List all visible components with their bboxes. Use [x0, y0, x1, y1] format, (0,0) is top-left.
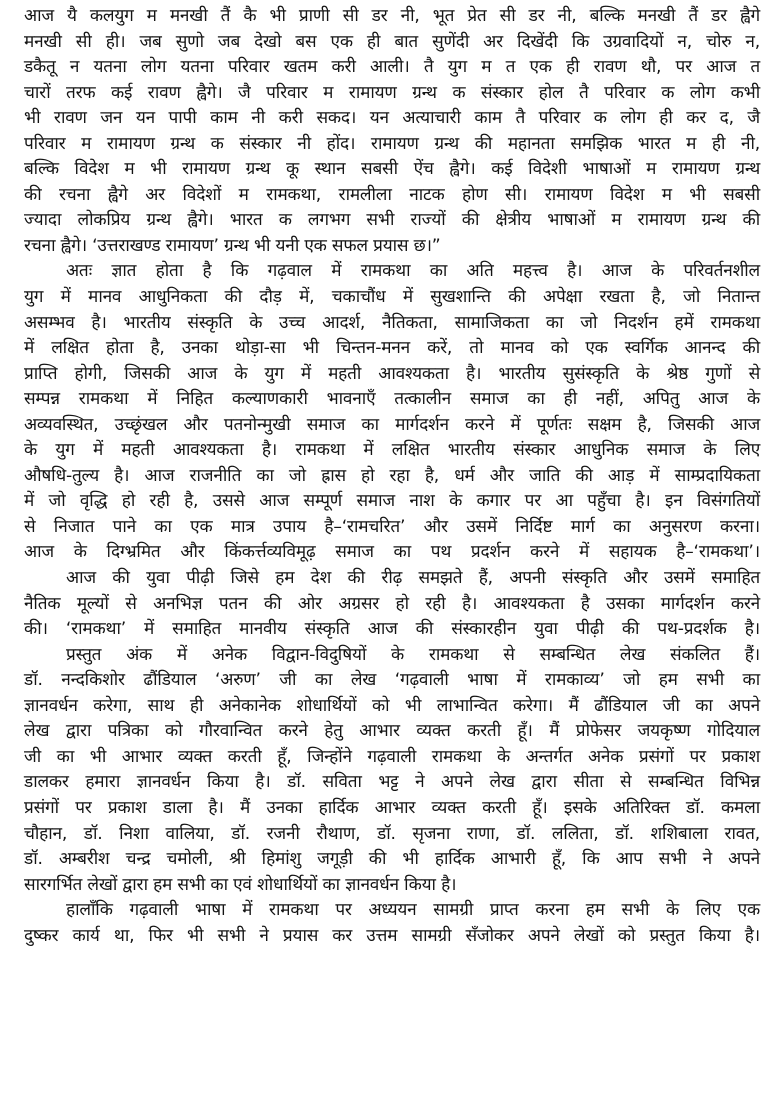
text-line: सम्पन्न रामकथा में निहित कल्याणकारी भावनाएँ तत्कालीन समाज का ही नहीं, अपितु आज के — [24, 389, 760, 410]
text-line: डॉ. नन्दकिशोर ढौंडियाल ‘अरुण’ जी का लेख ‘गढ़वाली भाषा में रामकाव्य’ जो हम सभी का — [24, 670, 760, 691]
text-line: की रचना ह्वैगे अर विदेशों म रामकथा, रामलीला नाटक होण सी। रामायण विदेश म भी सबसी — [24, 184, 760, 205]
paragraph-closing — [24, 898, 760, 949]
text-line: आज के दिग्भ्रमित और किंकर्त्तव्यविमूढ़ समाज का पथ प्रदर्शन करने में सहायक है–‘रामकथा’। — [24, 542, 760, 563]
paragraph-youth-generation — [24, 566, 760, 643]
paragraph-quote-continuation — [24, 4, 760, 259]
text-line: अव्यवस्थित, उच्छृंखल और पतनोन्मुखी समाज का मार्गदर्शन करने में पूर्णतः सक्षम है, जिसकी आज — [24, 414, 760, 435]
paragraph-ramkatha-importance — [24, 259, 760, 566]
text-line: सारगर्भित लेखों द्वारा हम सभी का एवं शोधार्थियों का ज्ञानवर्धन किया है। — [24, 874, 457, 895]
text-line: में लक्षित होता है, उनका थोड़ा-सा भी चिन्तन-मनन करें, तो मानव को एक स्वर्गिक आनन्द की — [24, 338, 760, 359]
text-line: डॉ. अम्बरीश चन्द्र चमोली, श्री हिमांशु जगूड़ी की भी हार्दिक आभारी हूँ, कि आप सभी ने अपने — [24, 849, 760, 870]
text-line: लेख द्वारा पत्रिका को गौरवान्वित करने हेतु आभार व्यक्त करती हूँ। मैं प्रोफेसर जयकृष्ण गोदियाल — [24, 721, 760, 742]
text-line: मनखी सी ही। जब सुणो जब देखो बस एक ही बात सुणेंदी अर दिखेंदी कि उग्रवादियों न, चोरु न, — [24, 31, 760, 52]
text-line: प्रस्तुत अंक में अनेक विद्वान-विदुषियों के रामकथा से सम्बन्धित लेख संकलित हैं। — [66, 644, 760, 665]
text-line: ज्यादा लोकप्रिय ग्रन्थ ह्वैगे। भारत क लगभग सभी राज्यों की क्षेत्रीय भाषाओं म रामायण ग्रन्थ की — [24, 210, 760, 231]
text-line: डालकर हमारा ज्ञानवर्धन किया है। डॉ. सविता भट्ट ने अपने लेख द्वारा सीता से सम्बन्धित विभिन्न — [24, 772, 760, 793]
text-line: रचना ह्वैगे। ‘उत्तराखण्ड रामायण’ ग्रन्थ भी यनी एक सफल प्रयास छ।” — [24, 235, 441, 256]
text-line: भी रावण जन यन पापी काम नी करी सकद। यन अत्याचारी काम तै परिवार क लोग ही कर द, जै — [24, 108, 760, 129]
text-line: औषधि-तुल्य है। आज राजनीति का जो ह्रास हो रहा है, धर्म और जाति की आड़ में साम्प्रदायिकता — [24, 465, 760, 486]
text-line: से निजात पाने का एक मात्र उपाय है–‘रामचरित’ और उसमें निर्दिष्ट मार्ग का अनुसरण करना। — [24, 516, 760, 537]
text-line: असम्भव है। भारतीय संस्कृति के उच्च आदर्श, नैतिकता, सामाजिकता का जो निदर्शन हमें रामकथा — [24, 312, 760, 333]
text-line: युग में मानव आधुनिकता की दौड़ में, चकाचौंध में सुखशान्ति की अपेक्षा रखता है, जो नितान्त — [24, 287, 760, 308]
text-line: हालाँकि गढ़वाली भाषा में रामकथा पर अध्ययन सामग्री प्राप्त करना हम सभी के लिए एक — [66, 900, 760, 921]
text-line: चारों तरफ कई रावण ह्वैगे। जै परिवार म रामायण ग्रन्थ क संस्कार होल तै परिवार क लोग कभी — [24, 82, 760, 103]
text-line: में जो वृद्धि हो रही है, उससे आज सम्पूर्ण समाज नाश के कगार पर आ पहुँचा है। इन विसंगतियों — [24, 491, 760, 512]
text-line: प्रसंगों पर प्रकाश डाला है। मैं उनका हार्दिक आभार व्यक्त करती हूँ। इसके अतिरिक्त डॉ. कमला — [24, 797, 760, 818]
text-line: की। ‘रामकथा’ में समाहित मानवीय संस्कृति आज की संस्कारहीन युवा पीढ़ी की पथ-प्रदर्शक है। — [24, 619, 760, 640]
text-line: अतः ज्ञात होता है कि गढ़वाल में रामकथा का अति महत्त्व है। आज के परिवर्तनशील — [66, 261, 760, 282]
text-line: ज्ञानवर्धन करेगा, साथ ही अनेकानेक शोधार्थियों को भी लाभान्वित करेगा। मैं ढौंडियाल जी का अपने — [24, 695, 760, 716]
text-line: प्राप्ति होगी, जिसकी आज के युग में महती आवश्यकता है। भारतीय सुसंस्कृति के श्रेष्ठ गुणों से — [24, 363, 760, 384]
text-line: जी का भी आभार व्यक्त करती हूँ, जिन्होंने गढ़वाली रामकथा के अन्तर्गत अनेक प्रसंगों पर प्रकाश — [24, 746, 760, 767]
text-line: दुष्कर कार्य था, फिर भी सभी ने प्रयास कर उत्तम सामग्री सँजोकर अपने लेखों को प्रस्तुत किया है। — [24, 925, 760, 946]
text-line: बल्कि विदेश म भी रामायण ग्रन्थ कू स्थान सबसी ऐंच ह्वैगे। कई विदेशी भाषाओं म रामायण ग्रन्थ — [24, 159, 760, 180]
text-line: के युग में महती आवश्यकता है। रामकथा में लक्षित भारतीय संस्कार आधुनिक समाज के लिए — [24, 440, 760, 461]
text-line: परिवार म रामायण ग्रन्थ क संस्कार नी होंद। रामायण ग्रन्थ की महानता समझिक भारत म ही नी, — [24, 133, 760, 154]
text-line: आज यै कलयुग म मनखी तैं कै भी प्राणी सी डर नी, भूत प्रेत सी डर नी, बल्कि मनखी तैं डर ह्वैगे — [24, 6, 760, 26]
document-page — [24, 4, 760, 949]
text-line: चौहान, डॉ. निशा वालिया, डॉ. रजनी रौथाण, डॉ. सृजना राणा, डॉ. ललिता, डॉ. शशिबाला रावत, — [24, 823, 760, 844]
text-line: नैतिक मूल्यों से अनभिज्ञ पतन की ओर अग्रसर हो रही है। आवश्यकता है उसका मार्गदर्शन करने — [24, 593, 760, 614]
paragraph-acknowledgements — [24, 643, 760, 898]
text-line: आज की युवा पीढ़ी जिसे हम देश की रीढ़ समझते हैं, अपनी संस्कृति और उसमें समाहित — [66, 568, 760, 589]
text-line: डकैतू न यतना लोग यतना परिवार खतम करी आली। तै युग म त एक ही रावण थौ, पर आज त — [24, 57, 760, 78]
